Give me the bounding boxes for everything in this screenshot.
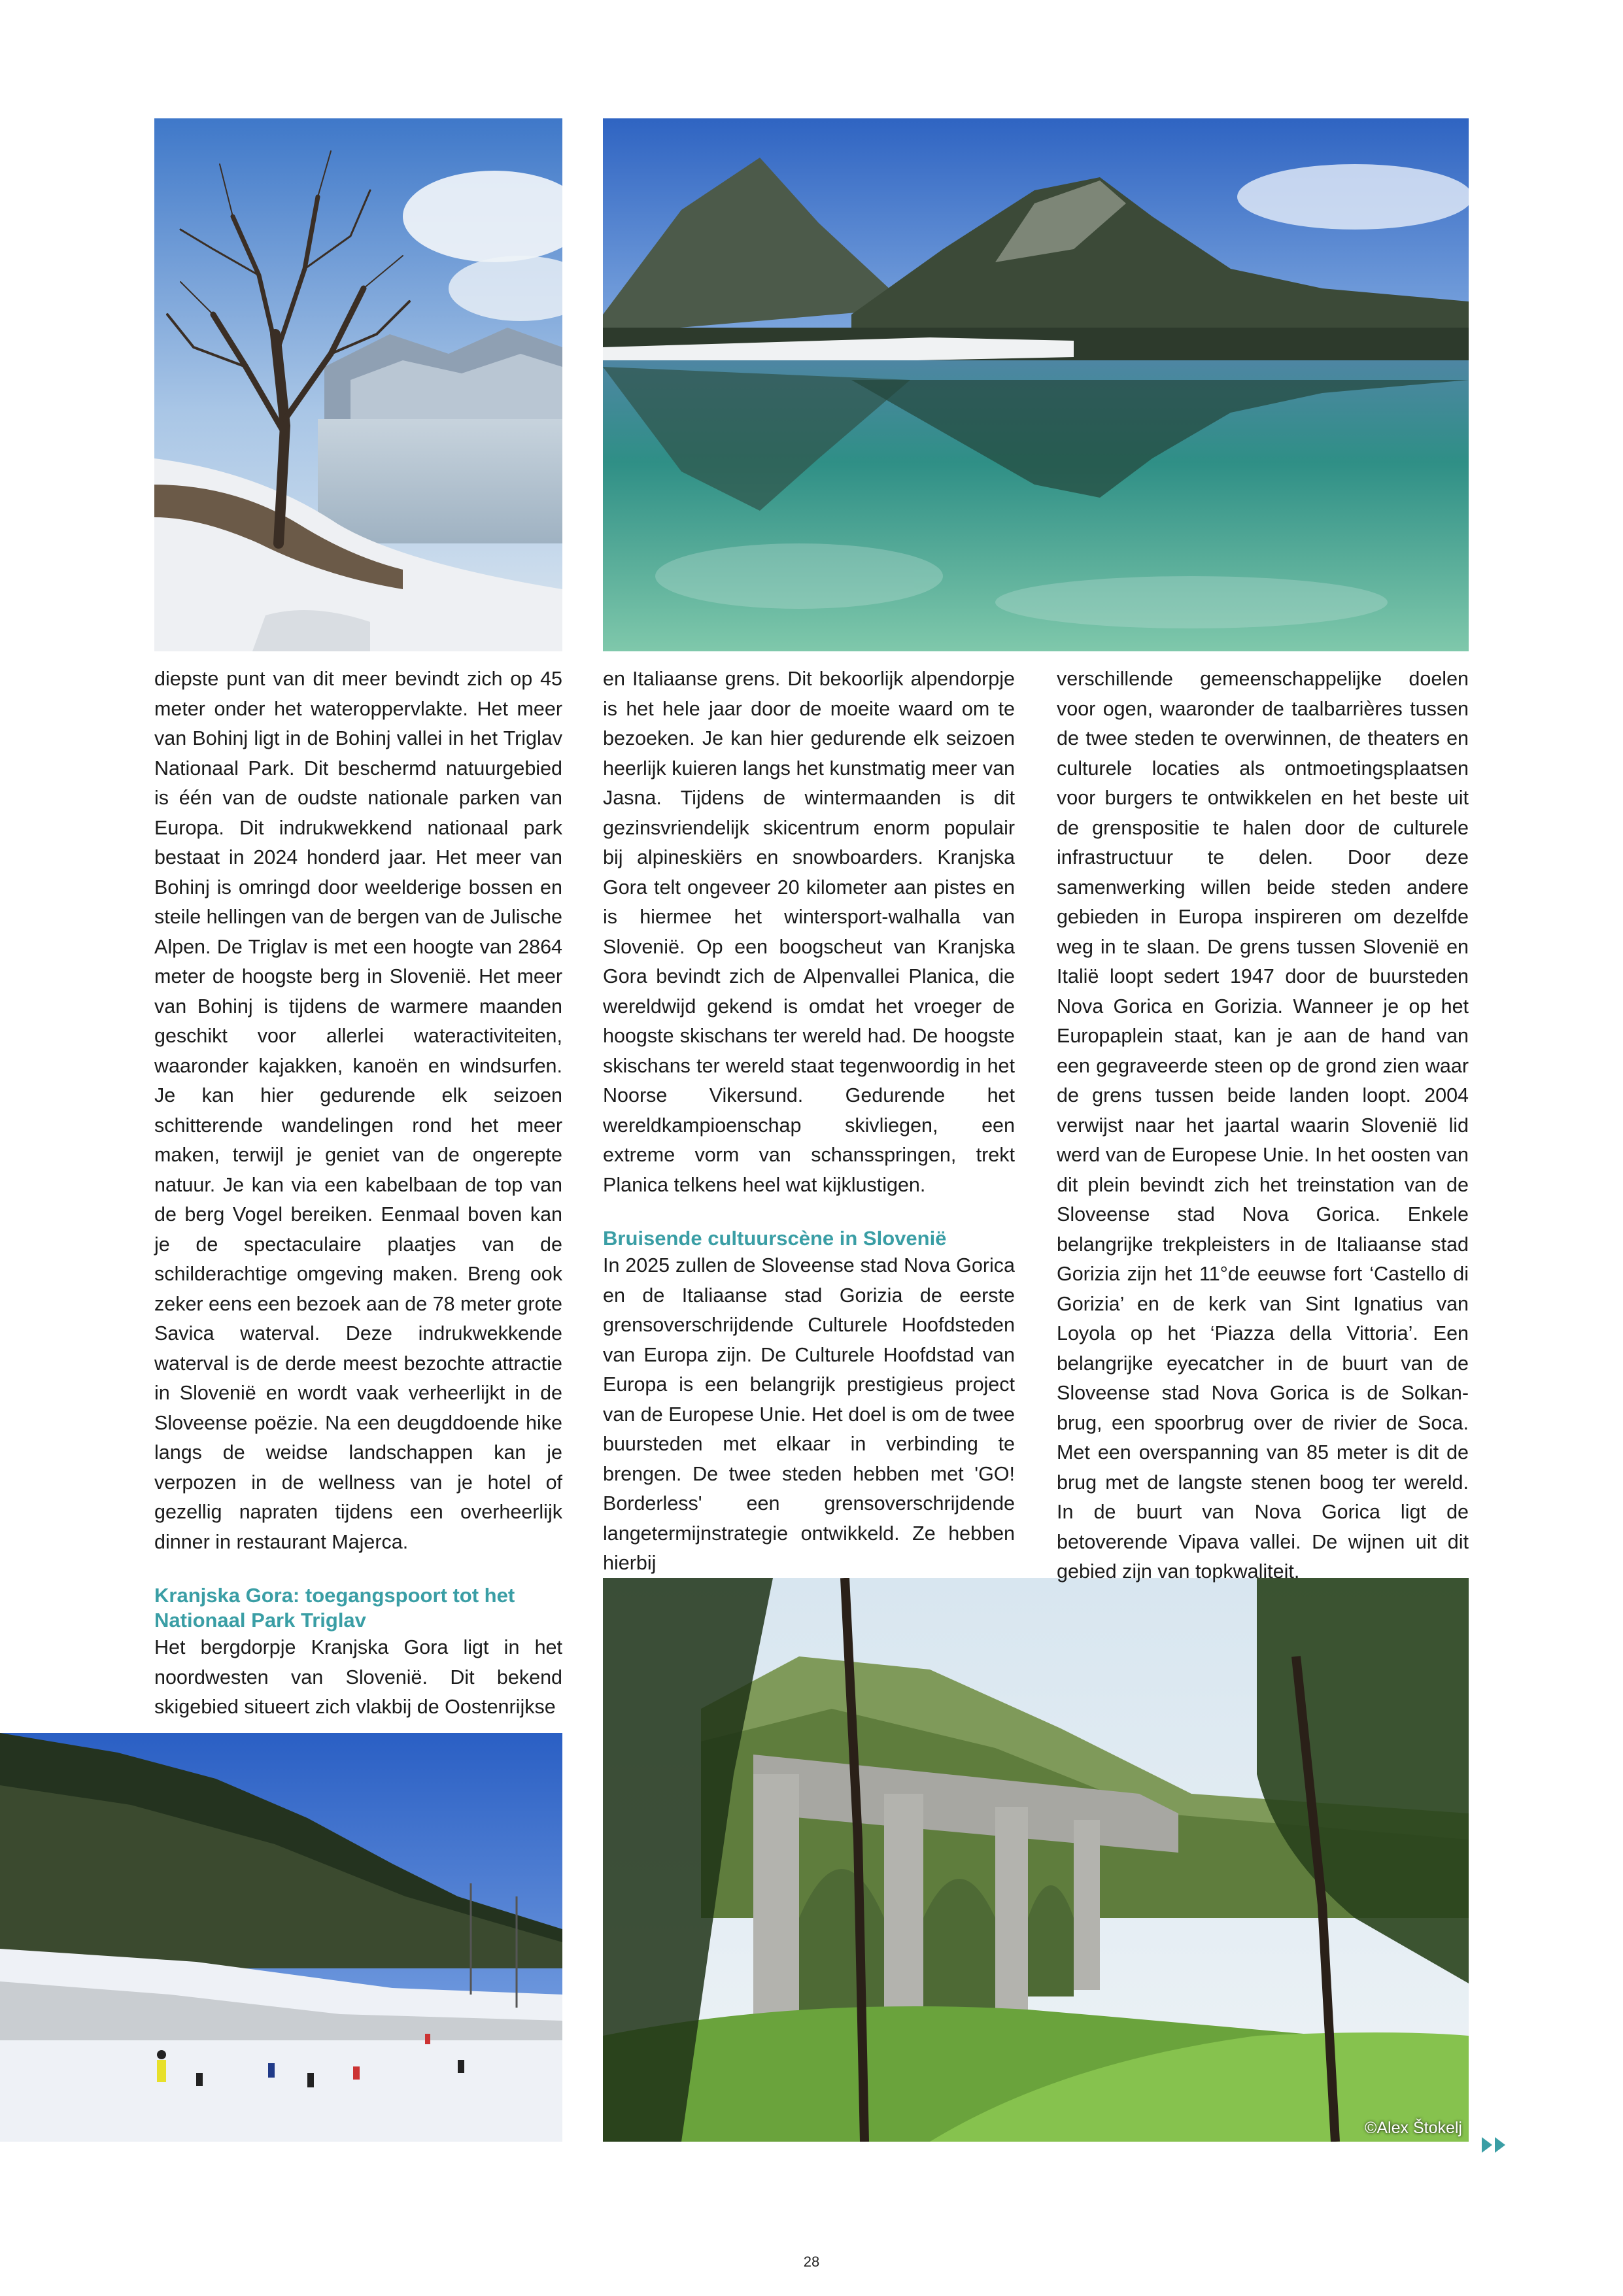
column-3 bbox=[1057, 664, 1469, 1587]
photo-lake-jasna bbox=[603, 118, 1469, 651]
photo-credit: ©Alex Štokelj bbox=[1364, 2119, 1462, 2137]
column-1-text-top: diepste punt van dit meer bevindt zich op 45 meter onder het wateroppervlakte. Het meer van Bohinj ligt in de Bohinj vallei in het Triglav Nationaal Park. Dit beschermd natuurgebied is één van de oudste nationale parken van Europa. Dit indrukwekkend nationaal park bestaat in 2024 honderd jaar. Het meer van Bohinj is omringd door weelderige bossen en steile hellingen van de bergen van de Julische Alpen. De Triglav is met een hoogte van 2864 meter de hoogste berg in Slovenië. Het meer van Bohinj is tijdens de warmere maanden geschikt voor allerlei wateractiviteiten, waaronder kajakken, kanoën en windsurfen. Je kan hier gedurende elk seizoen schitterende wandelingen rond het meer maken, terwijl je geniet van de ongerepte natuur. Je kan via een kabelbaan de top van de berg Vogel bereiken. Eenmaal boven kan je de spectaculaire plaatjes van de schilderachtige omgeving maken. Breng ook zeker eens een bezoek aan de 78 meter grote Savica waterval. Deze indrukwekkende waterval is de derde meest bezochte attractie in Slovenië en wordt vaak verheerlijkt in de Sloveense poëzie. Na een deugddoende hike langs de weidse landschappen kan je verpozen in de wellness van je hotel of gezellig napraten tijdens een overheerlijk dinner in restaurant Majerca. bbox=[154, 668, 562, 1553]
column-1-text-bottom: Het bergdorpje Kranjska Gora ligt in het noordwesten van Slovenië. Dit bekend skigebied situeert zich vlakbij de Oostenrijkse bbox=[154, 1636, 562, 1718]
double-arrow-right-icon[interactable] bbox=[1482, 2137, 1508, 2153]
heading-kranjska-gora: Kranjska Gora: toegangspoort tot het Nationaal Park Triglav bbox=[154, 1584, 515, 1632]
column-2 bbox=[603, 664, 1015, 1579]
column-1 bbox=[154, 664, 562, 1722]
photo-tree-lake-bohinj bbox=[154, 118, 562, 651]
photo-ski-slope bbox=[0, 1733, 562, 2142]
column-2-text-bottom: In 2025 zullen de Sloveense stad Nova Gorica en de Italiaanse stad Gorizia de eerste grensoverschrijdende Culturele Hoofdsteden van Europa zijn. De Culturele Hoofdstad van Europa is een belangrijk prestigieus project van de Europese Unie. Het doel is om de twee buursteden met elkaar in verbinding te brengen. De twee steden hebben met 'GO! Borderless' een grensoverschrijdende langetermijnstrategie ontwikkeld. Ze hebben hierbij bbox=[603, 1254, 1015, 1574]
column-2-text-top: en Italiaanse grens. Dit bekoorlijk alpendorpje is het hele jaar door de moeite waard om te bezoeken. Je kan hier gedurende elk seizoen heerlijk kuieren langs het kunstmatig meer van Jasna. Tijdens de wintermaanden is dit gezinsvriendelijk skicentrum enorm populair bij alpineskiërs en snowboarders. Kranjska Gora telt ongeveer 20 kilometer aan pistes en is hiermee het wintersport-walhalla van Slovenië. Op een boogscheut van Kranjska Gora bevindt zich de Alpenvallei Planica, die wereldwijd gekend is omdat het vroeger de hoogste skischans ter wereld had. De hoogste skischans ter wereld staat tegenwoordig in het Noorse Vikersund. Gedurende het wereldkampioenschap skivliegen, een extreme vorm van schansspringen, trekt Planica telkens heel wat kijklustigen. bbox=[603, 668, 1015, 1196]
page-number: 28 bbox=[803, 2253, 820, 2270]
photo-solkan-bridge bbox=[603, 1578, 1469, 2142]
column-3-text: verschillende gemeenschappelijke doelen voor ogen, waaronder de taalbarrières tussen de twee steden te overwinnen, de theaters en culturele locaties als ontmoetingsplaatsen voor burgers te ontwikkelen en het beste uit de grenspositie te halen door de culturele infrastructuur te delen. Door deze samenwerking willen beide steden andere gebieden in Europa inspireren om dezelfde weg in te slaan. De grens tussen Slovenië en Italië loopt sedert 1947 door de buursteden Nova Gorica en Gorizia. Wanneer je op het Europaplein staat, kan je aan de hand van een gegraveerde steen op de grond zien waar de grens tussen beide landen loopt. 2004 verwijst naar het jaartal waarin Slovenië lid werd van de Europese Unie. In het oosten van dit plein bevindt zich het treinstation van de Sloveense stad Nova Gorica. Enkele belangrijke trekpleisters in de Italiaanse stad Gorizia zijn het 11°de eeuwse fort ‘Castello di Gorizia’ en de kerk van Sint Ignatius van Loyola op het ‘Piazza della Vittoria’. Een belangrijke eyecatcher in de buurt van de Sloveense stad Nova Gorica is de Solkan-brug, een spoorbrug over de rivier de Soca. Met een overspanning van 85 meter is dit de brug met de langste stenen boog ter wereld. In de buurt van Nova Gorica ligt de betoverende Vipava vallei. De wijnen uit dit gebied zijn van topkwaliteit. bbox=[1057, 668, 1469, 1583]
heading-cultuurscene: Bruisende cultuurscène in Slovenië bbox=[603, 1227, 947, 1250]
